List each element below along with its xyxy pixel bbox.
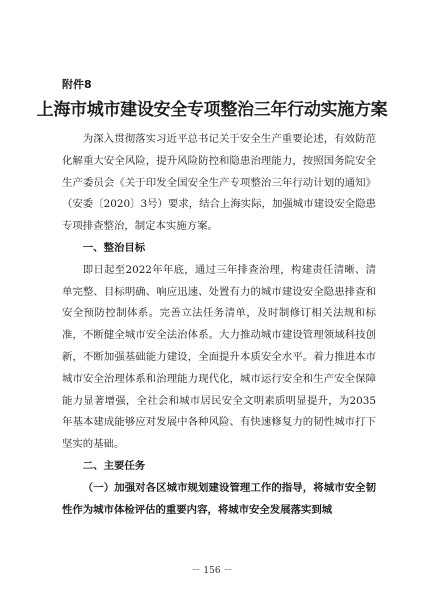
document-body [62,129,376,521]
tasks-paragraph: （一）加强对各区城市规划建设管理工作的指导，将城市安全韧性作为城市体检评估的重要内容，将城市安全发展落实到城 [62,481,376,516]
section-heading-goals: 一、整治目标 [82,241,146,254]
attachment-label: 附件8 [62,78,92,91]
document-title: 上海市城市建设安全专项整治三年行动实施方案 [36,100,388,120]
intro-paragraph: 为深入贯彻落实习近平总书记关于安全生产重要论述，有效防范化解重大安全风险，提升风险防控和隐患治理能力，按照国务院安全生产委员会《关于印发全国安全生产专项整治三年行动计划的通知》（安委〔2020〕3号）要求，结合上海实际，加强城市建设安全隐患专项排查整治，制定本实施方案。 [62,133,376,233]
section-heading-tasks: 二、主要任务 [82,459,146,472]
goals-paragraph: 即日起至2022年年底，通过三年排查治理，构建责任清晰、清单完整、目标明确、响应迅速、处置有力的城市建设安全隐患排查和安全预防控制体系。完善立法任务清单，及时制修订相关法规和标准，不断健全城市安全法治体系。大力推动城市建设管理领域科技创新，不断加强基础能力建设，全面提升本质安全水平。着力推进本市城市安全治理体系和治理能力现代化，城市运行安全和生产安全保障能力显著增强，全社会和城市居民安全文明素质明显提升，为2035年基本建成能够应对发展中各种风险、有快速修复力的韧性城市打下坚实的基础。 [62,263,376,451]
page-number: － 156 － [191,566,233,576]
